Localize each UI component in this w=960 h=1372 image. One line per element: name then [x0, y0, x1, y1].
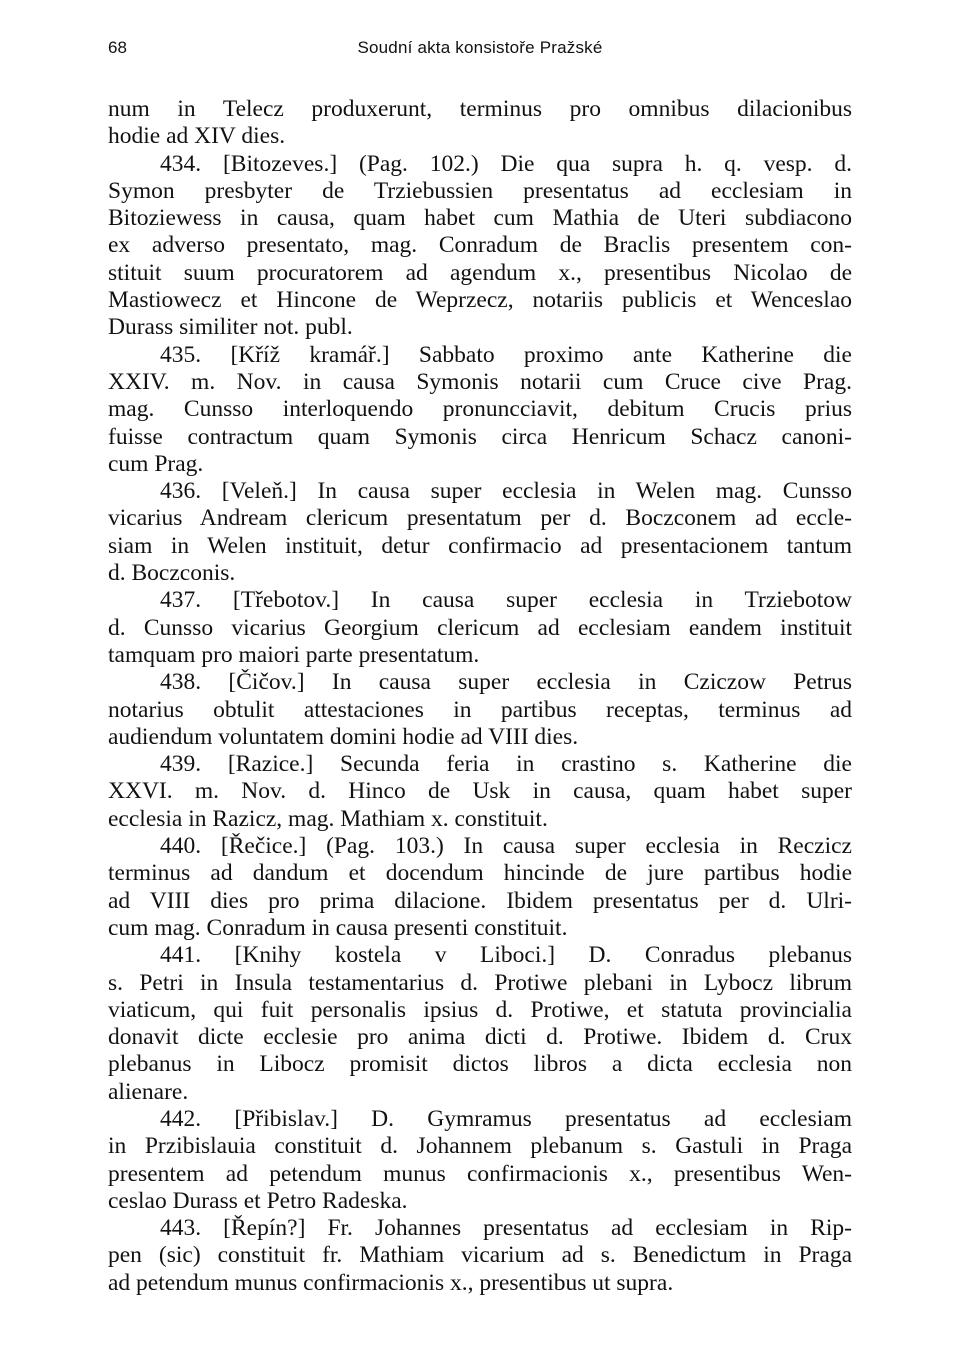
text-line: 436. [Veleň.] In causa super ecclesia in Welen mag. Cunsso	[160, 478, 852, 505]
text-line: pen (sic) constituit fr. Mathiam vicarium ad s. Benedictum in Praga	[108, 1242, 852, 1269]
text-line: in Przibislauia constituit d. Johannem plebanum s. Gastuli in Praga	[108, 1133, 852, 1160]
text-line: stituit suum procuratorem ad agendum x., presentibus Nicolao de	[108, 259, 852, 286]
text-line: 437. [Třebotov.] In causa super ecclesia in Trziebotow	[160, 587, 852, 614]
text-line: Mastiowecz et Hincone de Weprzecz, notariis publicis et Wenceslao	[108, 287, 852, 314]
text-line: ad VIII dies pro prima dilacione. Ibidem presentatus per d. Ulri-	[108, 887, 852, 914]
text-line: notarius obtulit attestaciones in partibus receptas, terminus ad	[108, 696, 852, 723]
text-line: 435. [Kříž kramář.] Sabbato proximo ante Katherine die	[160, 341, 852, 368]
text-line: cum mag. Conradum in causa presenti constituit.	[108, 914, 568, 941]
text-line: audiendum voluntatem domini hodie ad VIII dies.	[108, 723, 579, 750]
running-title: Soudní akta konsistoře Pražské	[357, 38, 603, 57]
text-line: presentem ad petendum munus confirmacionis x., presentibus Wen-	[108, 1160, 852, 1187]
text-line: ceslao Durass et Petro Radeska.	[108, 1187, 408, 1214]
text-line: mag. Cunsso interloquendo pronuncciavit, debitum Crucis prius	[108, 396, 852, 423]
text-line: 438. [Čičov.] In causa super ecclesia in Cziczow Petrus	[160, 669, 852, 696]
text-line: 441. [Knihy kostela v Liboci.] D. Conradus plebanus	[160, 942, 852, 969]
text-line: 440. [Řečice.] (Pag. 103.) In causa super ecclesia in Reczicz	[160, 833, 852, 860]
text-line: alienare.	[108, 1078, 189, 1105]
text-line: cum Prag.	[108, 450, 204, 477]
text-line: d. Cunsso vicarius Georgium clericum ad ecclesiam eandem instituit	[108, 614, 852, 641]
text-line: terminus ad dandum et docendum hincinde de jure partibus hodie	[108, 860, 852, 887]
text-line: fuisse contractum quam Symonis circa Henricum Schacz canoni-	[108, 423, 852, 450]
text-line: plebanus in Libocz promisit dictos libros a dicta ecclesia non	[108, 1051, 852, 1078]
text-line: viaticum, qui fuit personalis ipsius d. Protiwe, et statuta provincialia	[108, 996, 852, 1023]
text-line: ex adverso presentato, mag. Conradum de Braclis presentem con-	[108, 232, 852, 259]
text-line: donavit dicte ecclesie pro anima dicti d. Protiwe. Ibidem d. Crux	[108, 1024, 852, 1051]
text-line: XXVI. m. Nov. d. Hinco de Usk in causa, quam habet super	[108, 778, 852, 805]
text-line: num in Telecz produxerunt, terminus pro omnibus dilacionibus	[108, 96, 852, 122]
text-line: 442. [Přibislav.] D. Gymramus presentatus ad ecclesiam	[160, 1105, 852, 1132]
text-line: tamquam pro maiori parte presentatum.	[108, 641, 480, 668]
page-header	[108, 38, 852, 60]
text-line: s. Petri in Insula testamentarius d. Protiwe plebani in Lybocz librum	[108, 969, 852, 996]
text-line: Durass similiter not. publ.	[108, 314, 353, 341]
text-line: XXIV. m. Nov. in causa Symonis notarii cum Cruce cive Prag.	[108, 368, 852, 395]
text-line: hodie ad XIV dies.	[108, 123, 286, 150]
text-line: ecclesia in Razicz, mag. Mathiam x. constituit.	[108, 805, 548, 832]
text-line: Symon presbyter de Trziebussien presentatus ad ecclesiam in	[108, 177, 852, 204]
text-line: 434. [Bitozeves.] (Pag. 102.) Die qua supra h. q. vesp. d.	[160, 150, 852, 177]
text-line: d. Boczconis.	[108, 560, 236, 587]
text-line: 439. [Razice.] Secunda feria in crastino s. Katherine die	[160, 751, 852, 778]
page-number: 68	[108, 38, 127, 57]
text-line: vicarius Andream clericum presentatum per d. Boczconem ad eccle-	[108, 505, 852, 532]
text-line: siam in Welen instituit, detur confirmacio ad presentacionem tantum	[108, 532, 852, 559]
text-line: Bitoziewess in causa, quam habet cum Mathia de Uteri subdiacono	[108, 205, 852, 232]
text-line: 443. [Řepín?] Fr. Johannes presentatus ad ecclesiam in Rip-	[160, 1215, 852, 1242]
body-text	[108, 96, 852, 1297]
text-line: ad petendum munus confirmacionis x., presentibus ut supra.	[108, 1269, 674, 1296]
